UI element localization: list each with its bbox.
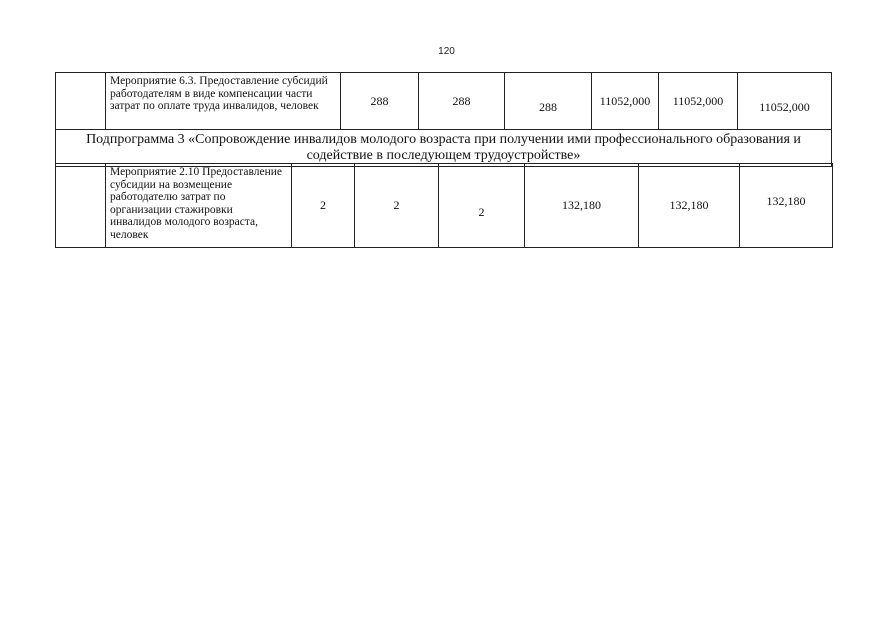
value-cell: 132,180 — [740, 164, 833, 248]
value-cell: 288 — [341, 73, 419, 130]
value-cell: 288 — [419, 73, 505, 130]
subprogram-title: Подпрограмма 3 «Сопровождение инвалидов молодого возраста при получении ими профессионального образования и содействие в последующем трудоустройстве» — [56, 130, 832, 167]
table-row-measure-2-10 — [55, 163, 833, 248]
value-cell: 288 — [505, 73, 592, 130]
value-cell: 11052,000 — [738, 73, 832, 130]
measure-description: Мероприятие 6.3. Предоставление субсидий работодателям в виде компенсации части затрат по оплате труда инвалидов, человек — [106, 73, 341, 130]
value-cell: 2 — [439, 164, 525, 248]
value-cell: 11052,000 — [592, 73, 659, 130]
table-row-measure-6-3 — [55, 72, 832, 130]
value-cell: 132,180 — [639, 164, 740, 248]
page-number: 120 — [438, 46, 455, 57]
value-cell: 132,180 — [525, 164, 639, 248]
value-cell: 2 — [292, 164, 355, 248]
empty-cell — [56, 164, 106, 248]
value-cell: 11052,000 — [659, 73, 738, 130]
value-cell: 2 — [355, 164, 439, 248]
empty-cell — [56, 73, 106, 130]
measure-description: Мероприятие 2.10 Предоставление субсидии на возмещение работодателю затрат по организации стажировки инвалидов молодого возраста, человек — [106, 164, 292, 248]
subprogram-row — [55, 129, 832, 167]
